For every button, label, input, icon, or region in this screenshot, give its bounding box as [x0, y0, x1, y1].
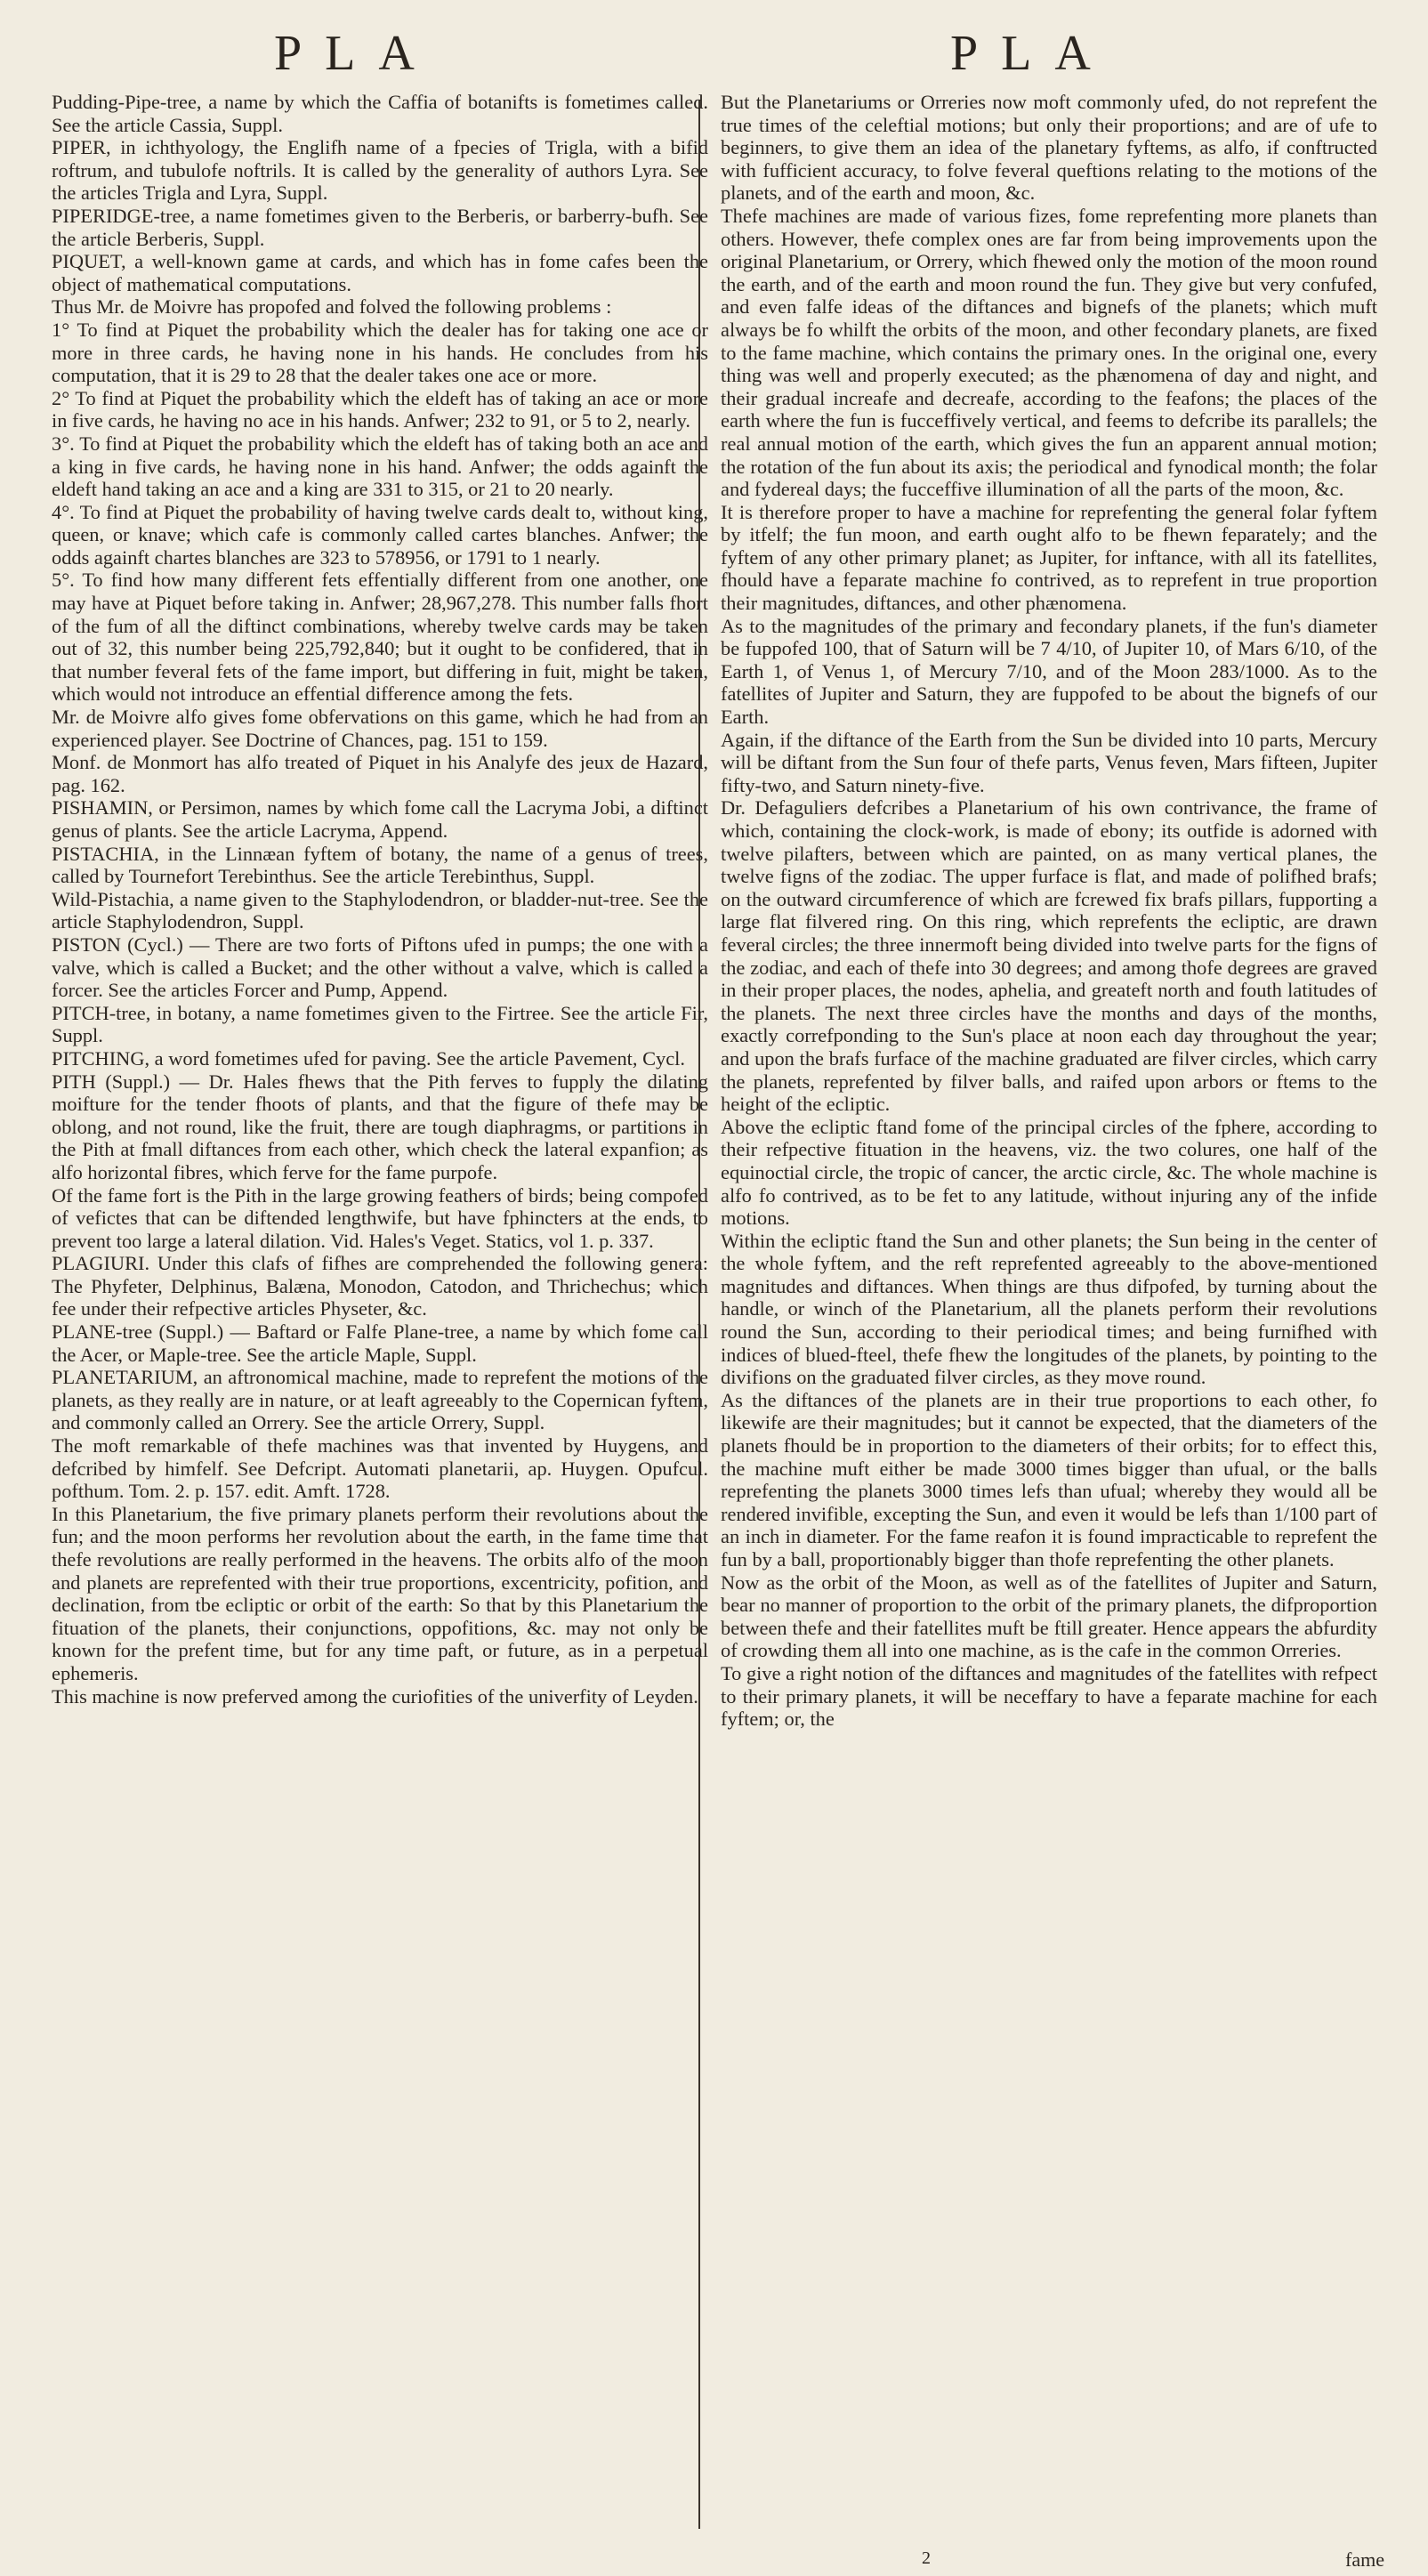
entry-paragraph: Thefe machines are made of various fizes, fome reprefenting more planets than others. However, thefe complex ones are far from being improvements upon the original Planetarium, or Orrery, which fhewed only the motion of the moon round the earth, and of the earth and moon round the fun. They give but very confufed, and even falfe ideas of the diftances and bignefs of the planets; which muft always be fo whilft the orbits of the moon, and other fecondary planets, are fixed to the fame machine, which contains the primary ones. In the original one, every thing was well and properly executed; as the phænomena of day and night, and their gradual increafe and decreafe, according to the feafons; the places of the earth where the fun is fucceffively vertical, and feems to defcribe its parallels; the real annual motion of the earth, which gives the fun an apparent annual motion; the rotation of the fun about its axis; the periodical and fynodical month; the folar and fydereal days; the fucceffive illumination of all the parts of the moon, &c.: [721, 204, 1377, 501]
entry-paragraph: Dr. Defaguliers defcribes a Planetarium of his own contrivance, the frame of which, containing the clock-work, is made of ebony; its outfide is adorned with twelve pilafters, between which are painted, on as many vertical planes, the twelve figns of the zodiac. The upper furface is flat, and made of polifhed brafs; on the outward circumference of which are fcrewed fix brafs pillars, fupporting a large flat filvered ring. On this ring, which reprefents the ecliptic, are drawn feveral circles; the three innermoft being divided into twelve parts for the figns of the zodiac, and each of thefe into 30 degrees; and among thofe degrees are graved in their proper places, the nodes, aphelia, and greateft north and fouth latitudes of the planets. The next three circles have the months and days of the months, exactly correfponding to the Sun's place at noon each day throughout the year; and upon the brafs furface of the machine graduated are filver circles, which carry the planets, reprefented by filver balls, and raifed upon arbors or ftems to the height of the ecliptic.: [721, 796, 1377, 1116]
entry-paragraph: PITCHING, a word fometimes ufed for paving. See the article Pavement, Cycl.: [52, 1046, 685, 1070]
entry-paragraph: As to the magnitudes of the primary and fecondary planets, if the fun's diameter be fuppofed 100, that of Saturn will be 7 4/10, of Jupiter 10, of Mars 6/10, of the Earth 1, of Venus 1, of Mercury 7/10, and of the Moon 283/1000. As to the fatellites of Jupiter and Saturn, they are fuppofed to be about the bignefs of our Earth.: [721, 614, 1377, 729]
entry-paragraph: But the Planetariums or Orreries now moft commonly ufed, do not reprefent the true times of the celeftial motions; but only their proportions; and are of ufe to beginners, to give them an idea of the planetary fyftems, as alfo, if conftructed with fufficient accuracy, to folve feveral queftions relating to the motions of the planets, and of the earth and moon, &c.: [721, 91, 1377, 205]
entry-paragraph: Within the ecliptic ftand the Sun and other planets; the Sun being in the center of the whole fyftem, and the reft reprefented agreeably to the above-mentioned magnitudes and diftances. When things are thus difpofed, by turning about the handle, or winch of the Planetarium, all the planets perform their revolutions round the Sun, according to their periodical times; and being furnifhed with indices of blued-fteel, thefe fhew the longitudes of the planets, by pointing to the divifions on the graduated filver circles, as they move round.: [721, 1229, 1377, 1389]
entry-paragraph: Now as the orbit of the Moon, as well as of the fatellites of Jupiter and Saturn, bear no manner of proportion to the orbit of the primary planets, the difproportion between thefe and their fatellites muft be ftill greater. Hence appears the abfurdity of crowding them all into one machine, as is the cafe in the common Orreries.: [721, 1571, 1377, 1662]
entry-paragraph: In this Planetarium, the five primary planets perform their revolutions about the fun; and the moon performs her revolution about the earth, in the fame time that thefe revolutions are really performed in the heavens. The orbits alfo of the moon and planets are reprefented with their true proportions, excentricity, pofition, and declination, from tbe ecliptic or orbit of the earth: So that by this Planetarium the fituation of the planets, their conjunctions, oppofitions, &c. may not only be known for the prefent time, but for any time paft, or future, as in a perpetual ephemeris.: [52, 1502, 708, 1684]
entry-paragraph: 1° To find at Piquet the probability which the dealer has for taking one ace or more in three cards, he having none in his hands. He concludes from his computation, that it is 29 to 28 that the dealer takes one ace or more.: [52, 318, 708, 387]
entry-paragraph: The moft remarkable of thefe machines was that invented by Huygens, and defcribed by himfelf. See Defcript. Automati planetarii, ap. Huygen. Opufcul. pofthum. Tom. 2. p. 157. edit. Amft. 1728.: [52, 1434, 708, 1503]
entry-paragraph: Again, if the diftance of the Earth from the Sun be divided into 10 parts, Mercury will be diftant from the Sun four of thefe parts, Venus feven, Mars fifteen, Jupiter fifty-two, and Saturn ninety-five.: [721, 728, 1377, 796]
entry-paragraph: PLANE-tree (Suppl.) — Baftard or Falfe Plane-tree, a name by which fome call the Acer, or Maple-tree. See the article Maple, Suppl.: [52, 1320, 708, 1366]
entry-paragraph: PIPERIDGE-tree, a name fometimes given to the Berberis, or barberry-bufh. See the article Berberis, Suppl.: [52, 204, 708, 250]
entry-paragraph: Of the fame fort is the Pith in the large growing feathers of birds; being compofed of vefictes that can be diftended lengthwife, but have fphincters at the ends, to prevent too large a lateral dilation. Vid. Hales's Veget. Statics, vol 1. p. 337.: [52, 1183, 708, 1252]
entry-paragraph: Pudding-Pipe-tree, a name by which the Caffia of botanifts is fometimes called. See the article Cassia, Suppl.: [52, 91, 708, 136]
entry-paragraph: As the diftances of the planets are in their true proportions to each other, fo likewife are their magnitudes; but it cannot be expected, that the diameters of the planets fhould be in proportion to the diameters of their orbits; for to effect this, the machine muft either be made 3000 times bigger than ufual, or the balls reprefenting the planets 3000 times lefs than ufual; whereby they would all be rendered invifible, excepting the Sun, and even it would be lefs than 1/100 part of an inch in diameter. For the fame reafon it is found impracticable to reprefent the fun by a ball, proportionably bigger than thofe reprefenting the other planets.: [721, 1388, 1377, 1571]
entry-paragraph: 3°. To find at Piquet the probability which the eldeft has of taking both an ace and a king in five cards, he having none in his hand. Anfwer; the odds againft the eldeft hand taking an ace and a king are 331 to 315, or 21 to 20 nearly.: [52, 432, 708, 501]
entry-paragraph: PISTON (Cycl.) — There are two forts of Piftons ufed in pumps; the one with a valve, which is called a Bucket; and the other without a valve, which is called a forcer. See the articles Forcer and Pump, Append.: [52, 933, 708, 1002]
entry-paragraph: Monf. de Monmort has alfo treated of Piquet in his Analyfe des jeux de Hazard, pag. 162.: [52, 751, 708, 796]
entry-paragraph: Thus Mr. de Moivre has propofed and folved the following problems :: [52, 295, 612, 319]
entry-paragraph: PISHAMIN, or Persimon, names by which fome call the Lacryma Jobi, a diftinct genus of plants. See the article Lacryma, Append.: [52, 796, 708, 842]
entry-paragraph: Wild-Pistachia, a name given to the Staphylodendron, or bladder-nut-tree. See the article Staphylodendron, Suppl.: [52, 887, 708, 933]
entry-paragraph: PIQUET, a well-known game at cards, and which has in fome cafes been the object of mathematical computations.: [52, 250, 708, 295]
running-head-left: PLA: [274, 26, 438, 81]
entry-paragraph: Mr. de Moivre alfo gives fome obfervations on this game, which he had from an experienced player. See Doctrine of Chances, pag. 151 to 159.: [52, 706, 708, 751]
entry-paragraph: 4°. To find at Piquet the probability of having twelve cards dealt to, without king, queen, or knave; which cafe is commonly called cartes blanches. Anfwer; the odds againft chartes blanches are 323 to 578956, or 1791 to 1 nearly.: [52, 500, 708, 569]
entry-paragraph: To give a right notion of the diftances and magnitudes of the fatellites with refpect to their primary planets, it will be neceffary to have a feparate machine for each fyftem; or, the: [721, 1661, 1377, 1731]
entry-paragraph: 2° To find at Piquet the probability which the eldeft has of taking an ace or more in five cards, he having no ace in his hands. Anfwer; 232 to 91, or 5 to 2, nearly.: [52, 386, 708, 432]
entry-paragraph: PLAGIURI. Under this clafs of fifhes are comprehended the following genera: The Phyfeter, Delphinus, Balæna, Monodon, Catodon, and Thrichechus; which fee under their refpective articles Physeter, &c.: [52, 1252, 708, 1320]
right-column: [721, 91, 1377, 1731]
entry-paragraph: This machine is now preferved among the curiofities of the univerfity of Leyden.: [52, 1684, 698, 1708]
entry-paragraph: Above the ecliptic ftand fome of the principal circles of the fphere, according to their refpective fituation in the heavens, viz. the two colures, one half of the equinoctial circle, the tropic of cancer, the arctic circle, &c. The whole machine is alfo fo contrived, as to be fet to any latitude, without injuring any of the infide motions.: [721, 1115, 1377, 1230]
entry-paragraph: It is therefore proper to have a machine for reprefenting the general folar fyftem by itfelf; the fun moon, and earth ought alfo to be fhewn feparately; and the fyftem of any other primary planet; as Jupiter, for inftance, with all its fatellites, fhould have a feparate machine fo contrived, as to reprefent in true proportion their magnitudes, diftances, and other phænomena.: [721, 500, 1377, 615]
entry-paragraph: 5°. To find how many different fets effentially different from one another, one may have at Piquet before taking in. Anfwer; 28,967,278. This number falls fhort of the fum of all the diftinct combinations, whereby twelve cards may be taken out of 32, this number being 225,792,840; but it ought to be confidered, that in that number feveral fets of the fame import, but differing in fuit, might be taken, which would not introduce an effential difference among the fets.: [52, 569, 708, 706]
entry-paragraph: PISTACHIA, in the Linnæan fyftem of botany, the name of a genus of trees, called by Tournefort Terebinthus. See the article Terebinthus, Suppl.: [52, 842, 708, 888]
entry-paragraph: PITH (Suppl.) — Dr. Hales fhews that the Pith ferves to fupply the dilating moifture for the tender fhoots of plants, and that the figure of thefe may be oblong, and not round, like the fruit, there are tough diaphragms, or partitions in the Pith at fmall diftances from each other, which check the lateral expanfion; as alfo horizontal fibres, which ferve for the fame purpofe.: [52, 1070, 708, 1183]
catchword: fame: [1345, 2548, 1384, 2571]
running-head-right: PLA: [950, 26, 1114, 81]
entry-paragraph: PLANETARIUM, an aftronomical machine, made to reprefent the motions of the planets, as they really are in nature, or at leaft agreeably to the Copernican fyftem, and commonly called an Orrery. See the article Orrery, Suppl.: [52, 1366, 708, 1434]
left-column: [52, 91, 708, 1708]
entry-paragraph: PITCH-tree, in botany, a name fometimes given to the Firtree. See the article Fir, Suppl.: [52, 1001, 708, 1047]
signature-mark: 2: [922, 2548, 931, 2568]
entry-paragraph: PIPER, in ichthyology, the Englifh name of a fpecies of Trigla, with a bifid roftrum, and tubulofe noftrils. It is called by the generality of authors Lyra. See the articles Trigla and Lyra, Suppl.: [52, 136, 708, 205]
